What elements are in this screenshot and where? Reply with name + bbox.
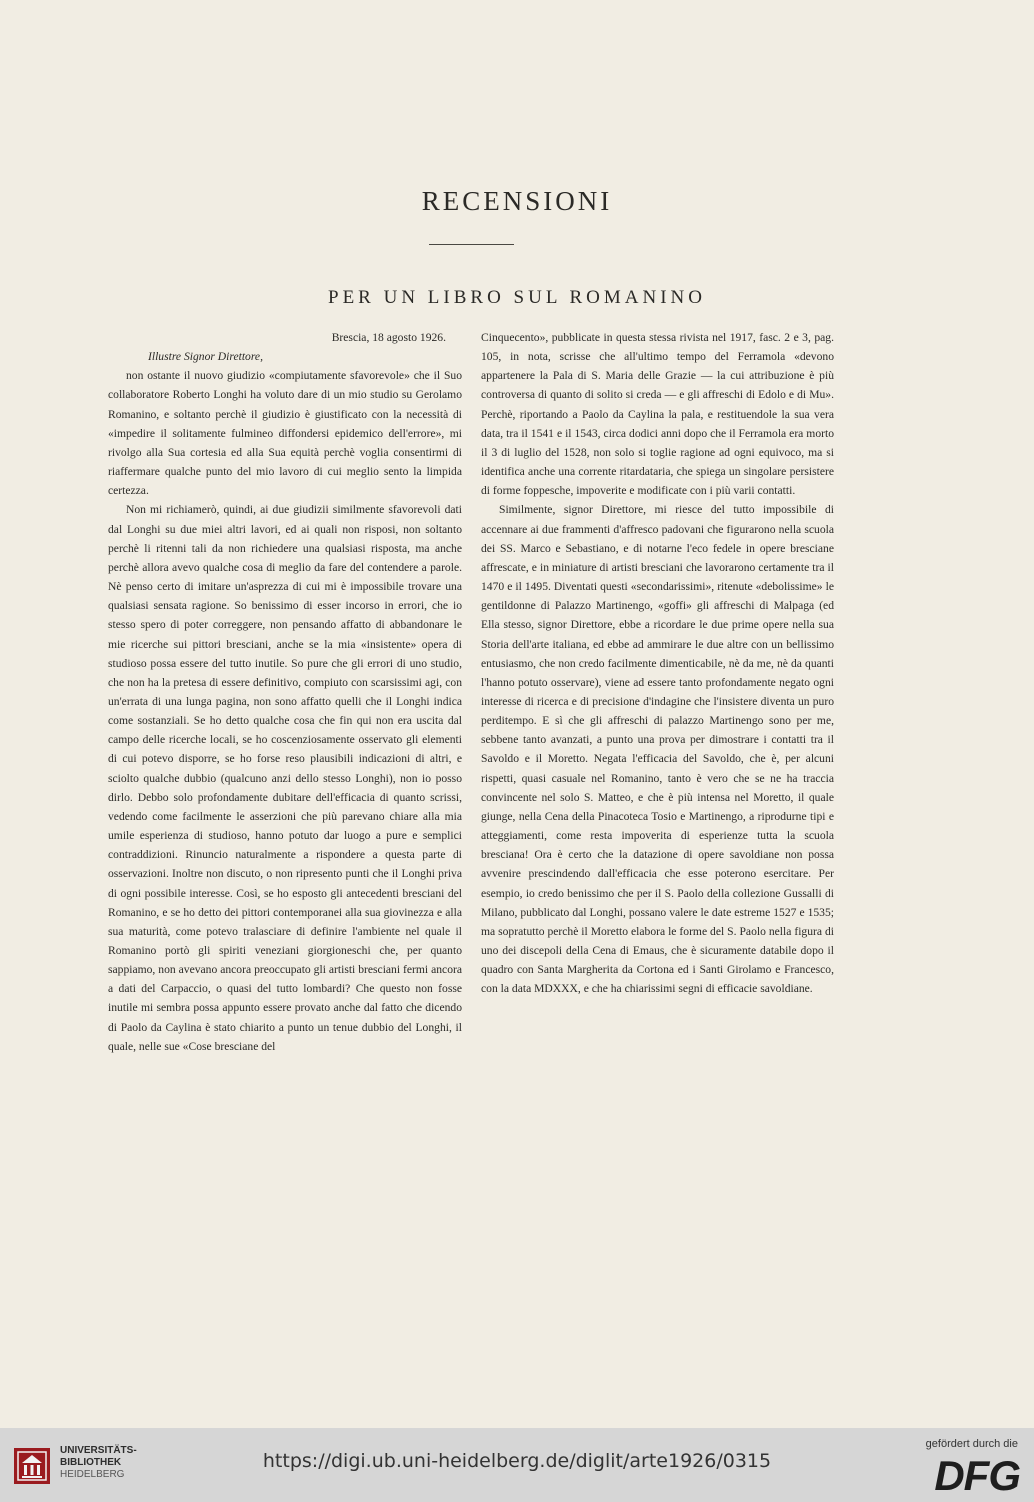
viewer-footer-bar <box>0 1428 1034 1502</box>
paragraph: Similmente, signor Direttore, mi riesce del tutto impossibile di accennare ai due frammenti d'affresco padovani che figurarono nella scuola dei SS. Marco e Sebastiano, e di notarne l'eco fedele in opere bresciane affrescate, e in miniature di artisti bresciani che lavorarono certamente tra il 1470 e il 1495. Diventati questi «secondarissimi», ritenute «debolissime» le gentildonne di Palazzo Martinengo, «goffi» gli affreschi di Malpaga (ed Ella stesso, signor Direttore, ebbe a ricordare le due prime opere nella sua Storia dell'arte italiana, ed ebbe ad ammirare le due altre con un bellissimo entusiasmo, che non credo facilmente dimenticabile, nè da me, nè da quanti l'hanno potuto osservare), viene ad essere tanto profondamente negato ogni interesse di ricerca e di precisione d'indagine che l'insistere diventa un puro perditempo. E sì che gli affreschi di palazzo Martinengo sono per me, sebbene tanto avanzati, a punto una prova per dimostrare i contatti tra il Savoldo e il Moretto. Negata l'efficacia del Savoldo, che è, per alcuni rispetti, quasi casuale nel Romanino, tanto è vero che se ne ha traccia convincente nel solo S. Matteo, e che è più intensa nel Moretto, il quale giunge, nella Cena della Pinacoteca Tosio e Martinengo, a riprodurne tipi e atteggiamenti, come resta impoverita di esperienze tutta la scuola bresciana! Ora è certo che la datazione di opere savoldiane non possa avvenire prescindendo dall'efficacia che esse poterono esercitare. Per esempio, io credo benissimo che per il S. Paolo della collezione Gussalli di Milano, pubblicato dal Longhi, possano valere le date estreme 1527 e 1535; ma sopratutto perchè il Moretto elabora le forme del S. Paolo nella figura di uno dei discepoli della Cena di Emaus, che è sicuramente databile dopo il quadro con Santa Margherita da Cortona ed i Santi Girolamo e Francesco, con la data MDXXX, e che ha chiarissimi segni di efficacie savoldiane. <box>481 503 834 996</box>
title-rule <box>429 244 514 245</box>
library-line: HEIDELBERG <box>60 1469 125 1480</box>
article-title: PER UN LIBRO SUL ROMANINO <box>328 287 706 308</box>
funder-caption: gefördert durch die <box>925 1438 1018 1450</box>
paragraph: non ostante il nuovo giudizio «compiutamente sfavorevole» che il Suo collaboratore Roberto Longhi ha voluto dare di un mio studio su Gerolamo Romanino, e soltanto perchè il giudizio è giustificato con la necessità di «impedire il solitamente fulmineo diffondersi epidemico dell'errore», mi rivolgo alla Sua cortesia ed alla Sua equità perchè voglia consentirmi di riaffermare qualche punto del mio lavoro di cui meglio sento la limpida certezza. <box>108 369 462 498</box>
right-column <box>481 328 834 998</box>
university-seal-icon[interactable] <box>12 1446 52 1486</box>
section-title: RECENSIONI <box>421 186 613 216</box>
library-line: BIBLIOTHEK <box>60 1457 122 1468</box>
salutation: Illustre Signor Direttore, <box>148 350 263 364</box>
permalink-url[interactable]: https://digi.ub.uni-heidelberg.de/diglit/arte1926/0315 <box>262 1450 772 1472</box>
dateline: Brescia, 18 agosto 1926. <box>331 331 446 344</box>
paragraph: Non mi richiamerò, quindi, ai due giudizii similmente sfavorevoli dati dal Longhi su due miei altri lavori, ed ai quali non risposi, non soltanto perchè li ritenni tali da non richiedere una qualsiasi risposta, ma anche perchè allora avevo qualche cosa di meglio da fare del contendere a parole. Nè penso certo di imitare un'asprezza di cui mi è impossibile trovare una qualsiasi sensata ragione. So benissimo di esser incorso in errori, che io stesso spero di poter correggere, non pensando affatto di abbandonare le mie ricerche sui pittori bresciani, anche se la mia «insistente» opera di studioso possa essere del tutto inutile. So pure che gli errori di uno studio, che non ha la pretesa di essere definitivo, compiuto con scarsissimi agi, con un'errata di una lunga pagina, non sono affatto quelli che il Longhi indica come sostanziali. Se ho detto qualche cosa che fin qui non era uscita dal campo delle ricerche locali, se ho coscenziosamente osservato gli elementi di cui potevo disporre, se ho forse reso plausibili indicazioni di altri, e sciolto qualche dubbio (qualcuno anzi dello stesso Longhi), non io posso dirlo. Debbo solo profondamente dubitare dell'efficacia di quanto scrissi, vedendo come facilmente le asserzioni che più parevano chiare alla mia umile esperienza di studioso, hanno potuto dar luogo a pure e semplici contraddizioni. Rinuncio naturalmente a rispondere a questa parte di osservazioni. Inoltre non discuto, o non ripresento punti che il Longhi priva di ogni possibile interesse. Così, se ho esposto gli antecedenti bresciani del Romanino, e se ho detto dei pittori contemporanei alla sua giovinezza e alla sua maturità, come potevo tralasciare di definire l'ambiente nel quale il Romanino portò gli spiriti veneziani giorgioneschi che, per quanto sappiamo, non avevano ancora preoccupato gli artisti bresciani fermi ancora a dati del Carpaccio, o quasi del tutto lombardi? Che questo non fosse inutile mi sembra possa appunto essere provato anche dal fatto che dicendo di Paolo da Caylina è stato chiarito a punto un tenue dubbio del Longhi, il quale, nelle sue «Cose bresciane del <box>108 503 462 1053</box>
left-column <box>108 328 462 1056</box>
paragraph: Cinquecento», pubblicate in questa stessa rivista nel 1917, fasc. 2 e 3, pag. 105, in nota, scrisse che all'ultimo tempo del Ferramola «devono appartenere la Pala di S. Maria delle Grazie — la cui attribuzione è più controversa di quanto di solito si creda — e gli affreschi di Edolo e di Mu». Perchè, riportando a Paolo da Caylina la pala, e restituendole la sua vera data, tra il 1541 e il 1543, circa dodici anni dopo che il Ferramola era morto il 3 di luglio del 1528, non solo si toglie ragione ad ogni equivoco, ma si identifica anche una corrente ritardataria, che spiega un singolare persistere di forme foppesche, impoverite e modificate con i più varii contatti. <box>481 331 834 498</box>
library-name[interactable] <box>60 1445 137 1481</box>
dfg-logo[interactable]: DFG <box>934 1452 1020 1499</box>
library-line: UNIVERSITÄTS- <box>60 1445 137 1456</box>
